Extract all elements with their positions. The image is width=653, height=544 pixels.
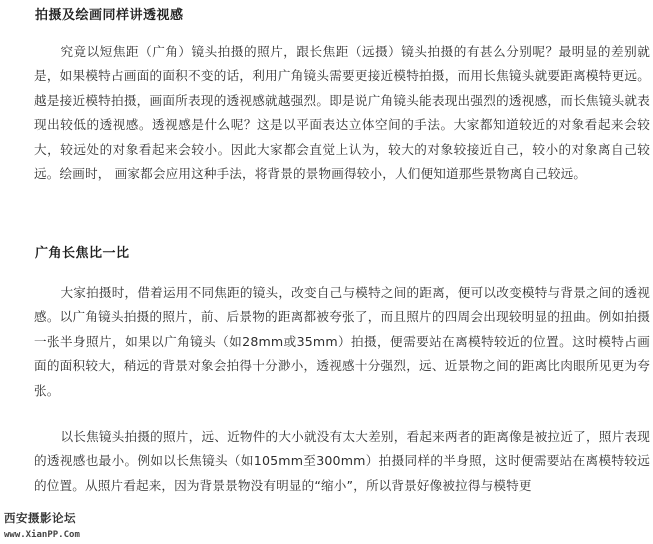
watermark-title: 西安摄影论坛: [4, 511, 76, 525]
watermark-url: www.XianPP.Com: [4, 530, 80, 540]
section-heading-wide-vs-tele: 广角长焦比一比: [35, 246, 130, 261]
paragraph-lens-difference: 究竟以短焦距（广角）镜头拍摄的照片，跟长焦距（远摄）镜头拍摄的有甚么分别呢？最明显的差别就是，如果模特占画面的面积不变的话，利用广角镜头需要更接近模特拍摄，而用长焦镜头就要距离模特更远。越是接近模特拍摄，画面所表现的透视感就越强烈。即是说广角镜头能表现出强烈的透视感，而长焦镜头就表现出较低的透视感。透视感是什么呢？这是以平面表达立体空间的手法。大家都知道较近的对象看起来会较大，较远处的对象看起来会较小。因此大家都会直觉上认为，较大的对象较接近自己，较小的对象离自己较远。绘画时， 画家都会应用这种手法，将背景的景物画得较小，人们便知道那些景物离自己较远。: [34, 44, 650, 182]
watermark: [0, 508, 110, 544]
section-heading-perspective: 拍摄及绘画同样讲透视感: [35, 8, 184, 23]
paragraph-telephoto: 以长焦镜头拍摄的照片，远、近物件的大小就没有太大差别，看起来两者的距离像是被拉近了，照片表现的透视感也最小。例如以长焦镜头（如105mm至300mm）拍摄同样的半身照，这时便需要站在离模特较远的位置。从照片看起来，因为背景景物没有明显的“缩小”，所以背景好像被拉得与模特更: [34, 429, 650, 493]
paragraph-wide-angle: 大家拍摄时，借着运用不同焦距的镜头，改变自己与模特之间的距离，便可以改变模特与背景之间的透视感。以广角镜头拍摄的照片，前、后景物的距离都被夸张了，而且照片的四周会出现较明显的扭曲。例如拍摄一张半身照片，如果以广角镜头（如28mm或35mm）拍摄，便需要站在离模特较近的位置。这时模特占画面的面积较大，稍远的背景对象会拍得十分渺小，透视感十分强烈，远、近景物之间的距离比肉眼所见更为夸张。: [34, 285, 650, 398]
